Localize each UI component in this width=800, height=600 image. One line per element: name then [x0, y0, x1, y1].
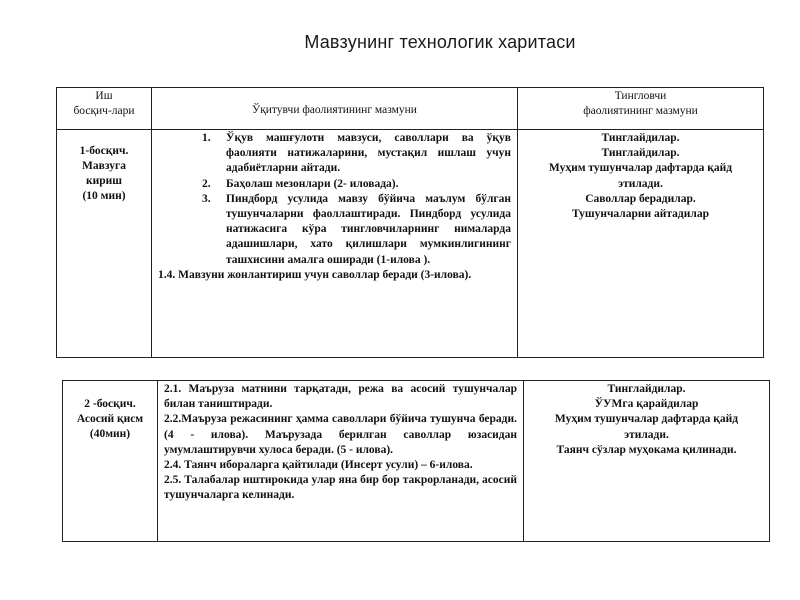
student-line: Тинглайдилар. — [607, 383, 686, 395]
student-line: Муҳим тушунчалар дафтарда қайд этилади. — [548, 162, 733, 190]
stage-1-teacher-cell — [152, 130, 518, 358]
header-stage-label: Иш босқич-лари — [73, 90, 135, 117]
teacher-step-1-num: 1. — [202, 132, 211, 144]
student-line: Тинглайдилар. — [601, 147, 680, 160]
stage-2-row — [63, 381, 770, 542]
teacher-step-2 — [202, 177, 511, 192]
tech-map-table-2 — [62, 380, 770, 542]
teacher-step-3-num: 3. — [202, 192, 211, 205]
teacher-para-2-5: 2.5. Талабалар иштирокида улар яна бир бор такрорланади, асосий тушунчаларга келинади. — [164, 474, 517, 502]
stage-1-student-cell — [518, 130, 764, 358]
stage-1-row — [57, 130, 764, 358]
header-row — [57, 88, 764, 130]
stage-2-label: 2 -босқич. Асосий қисм (40мин) — [76, 398, 144, 440]
teacher-step-1-text: Ўқув машғулоти мавзуси, саволлари ва ўқув фаолияти натижаларини, мустақил ишлаш учун адабиётларни айтади. — [226, 132, 511, 175]
stage-1-cell — [57, 130, 152, 358]
student-line: Тинглайдилар. — [601, 132, 680, 144]
student-line: Саволлар берадилар. — [585, 192, 696, 205]
header-teacher — [152, 88, 518, 130]
teacher-para-2-2: 2.2.Маъруза режасининг ҳамма саволлари бўйича тушунча беради. (4 - илова). Маърузада берилган саволлар юзасидан умумлаштирувчи хулоса беради. (5 - илова). — [164, 413, 517, 456]
teacher-para-2-1: 2.1. Маъруза матнини тарқатади, режа ва асосий тушунчалар билан таништиради. — [164, 383, 517, 411]
teacher-step-1-4: 1.4. Мавзуни жонлантириш учун саволлар беради (3-илова). — [158, 268, 472, 281]
document-title: Мавзунинг технологик харитаси — [304, 32, 576, 52]
teacher-para-2-4: 2.4. Таянч ибораларга қайтилади (Инсерт усули) – 6-илова. — [164, 459, 473, 472]
teacher-step-1 — [202, 131, 511, 177]
stage-2-teacher-cell — [158, 381, 524, 542]
stage-2-student-cell — [524, 381, 770, 542]
tech-map-table-1 — [56, 87, 764, 358]
student-line: Муҳим тушунчалар дафтарда қайд этилади. — [554, 413, 739, 441]
student-line: Тушунчаларни айтадилар — [572, 208, 709, 221]
stage-2-cell — [63, 381, 158, 542]
header-student — [518, 88, 764, 130]
teacher-step-3 — [202, 192, 511, 268]
teacher-step-2-text: Баҳолаш мезонлари (2- иловада). — [226, 177, 399, 190]
student-line: ЎУМга қарайдилар — [594, 398, 699, 411]
header-stage — [57, 88, 152, 130]
header-student-label: Тингловчи фаолиятининг мазмуни — [583, 90, 698, 117]
student-line: Таянч сўзлар муҳокама қилинади. — [556, 443, 737, 456]
stage-1-label: 1-босқич. Мавзуга кириш (10 мин) — [79, 145, 129, 202]
teacher-step-2-num: 2. — [202, 177, 211, 190]
header-teacher-label: Ўқитувчи фаолиятининг мазмуни — [252, 104, 417, 116]
teacher-step-3-text: Пиндборд усулида мавзу бўйича маълум бўлган тушунчаларни фаоллаштиради. Пиндборд усулида натижасига кўра тингловчиларнинг нималарда адашишлари, хато қилишлари мумкинлигининг ташхисини амалга оширади (1-илова ). — [226, 192, 511, 266]
